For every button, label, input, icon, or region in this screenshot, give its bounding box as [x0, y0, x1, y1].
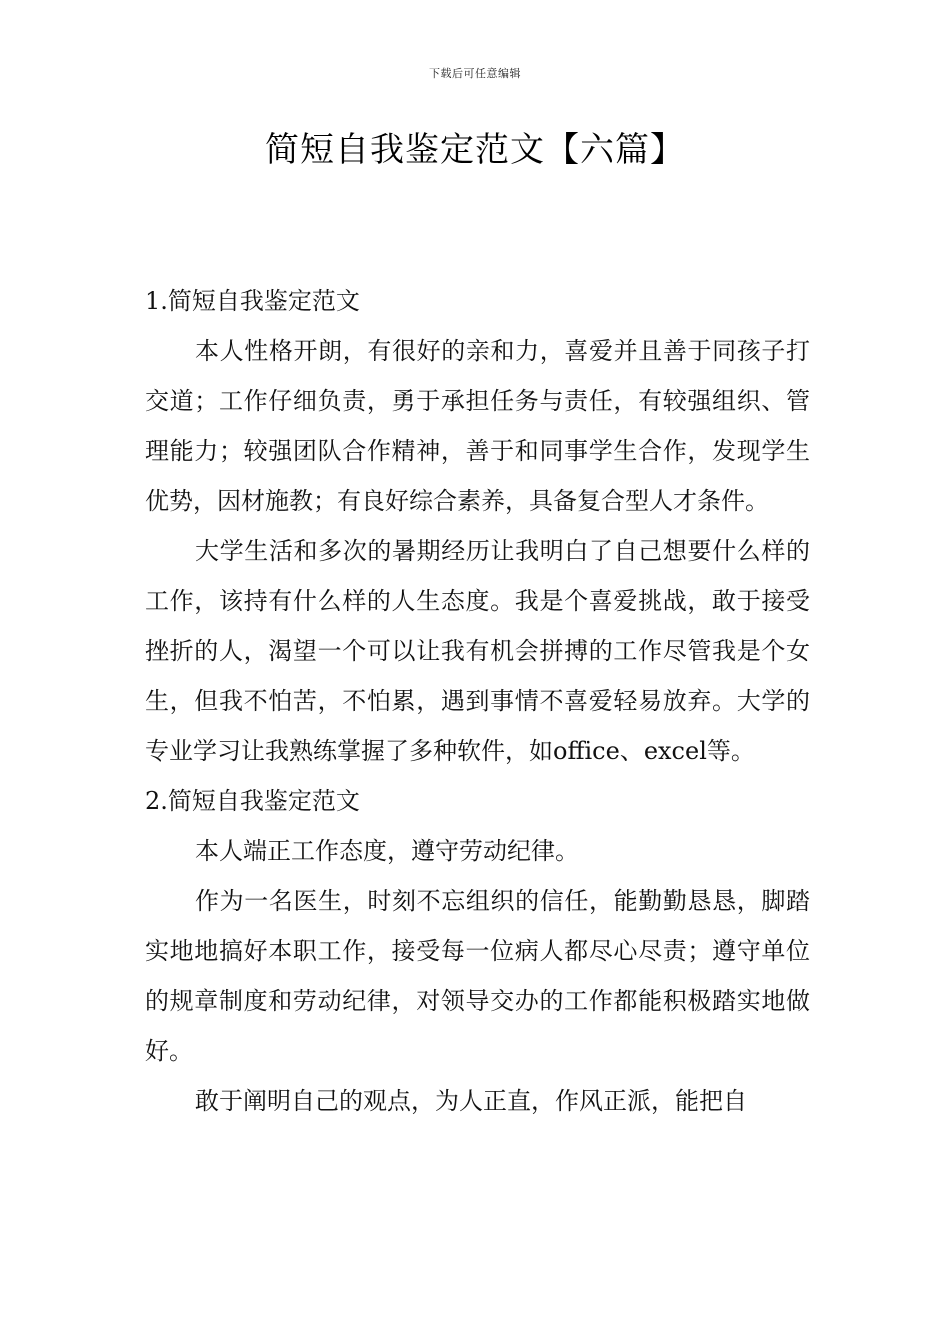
section-heading: 1.简短自我鉴定范文 — [145, 287, 360, 315]
body-paragraph: 大学生活和多次的暑期经历让我明白了自己想要什么样的工作，该持有什么样的人生态度。我是个喜爱挑战，敢于接受挫折的人，渴望一个可以让我有机会拼搏的工作尽管我是个女生，但我不怕苦，不怕累，遇到事情不喜爱轻易放弃。大学的专业学习让我熟练掌握了多种软件，如office、excel等。 — [145, 537, 810, 765]
body-paragraph: 敢于阐明自己的观点，为人正直，作风正派，能把自 — [195, 1087, 747, 1115]
body-paragraph: 本人端正工作态度，遵守劳动纪律。 — [195, 837, 579, 865]
section-heading: 2.简短自我鉴定范文 — [145, 787, 360, 815]
body-paragraph: 作为一名医生，时刻不忘组织的信任，能勤勤恳恳，脚踏实地地搞好本职工作，接受每一位病人都尽心尽责；遵守单位的规章制度和劳动纪律，对领导交办的工作都能积极踏实地做好。 — [145, 887, 810, 1065]
document-title: 简短自我鉴定范文【六篇】 — [265, 130, 685, 170]
header-note: 下载后可任意编辑 — [429, 67, 521, 80]
document-body — [145, 276, 810, 1126]
body-paragraph: 本人性格开朗，有很好的亲和力，喜爱并且善于同孩子打交道；工作仔细负责，勇于承担任务与责任，有较强组织、管理能力；较强团队合作精神，善于和同事学生合作，发现学生优势，因材施教；有良好综合素养，具备复合型人才条件。 — [145, 337, 810, 515]
